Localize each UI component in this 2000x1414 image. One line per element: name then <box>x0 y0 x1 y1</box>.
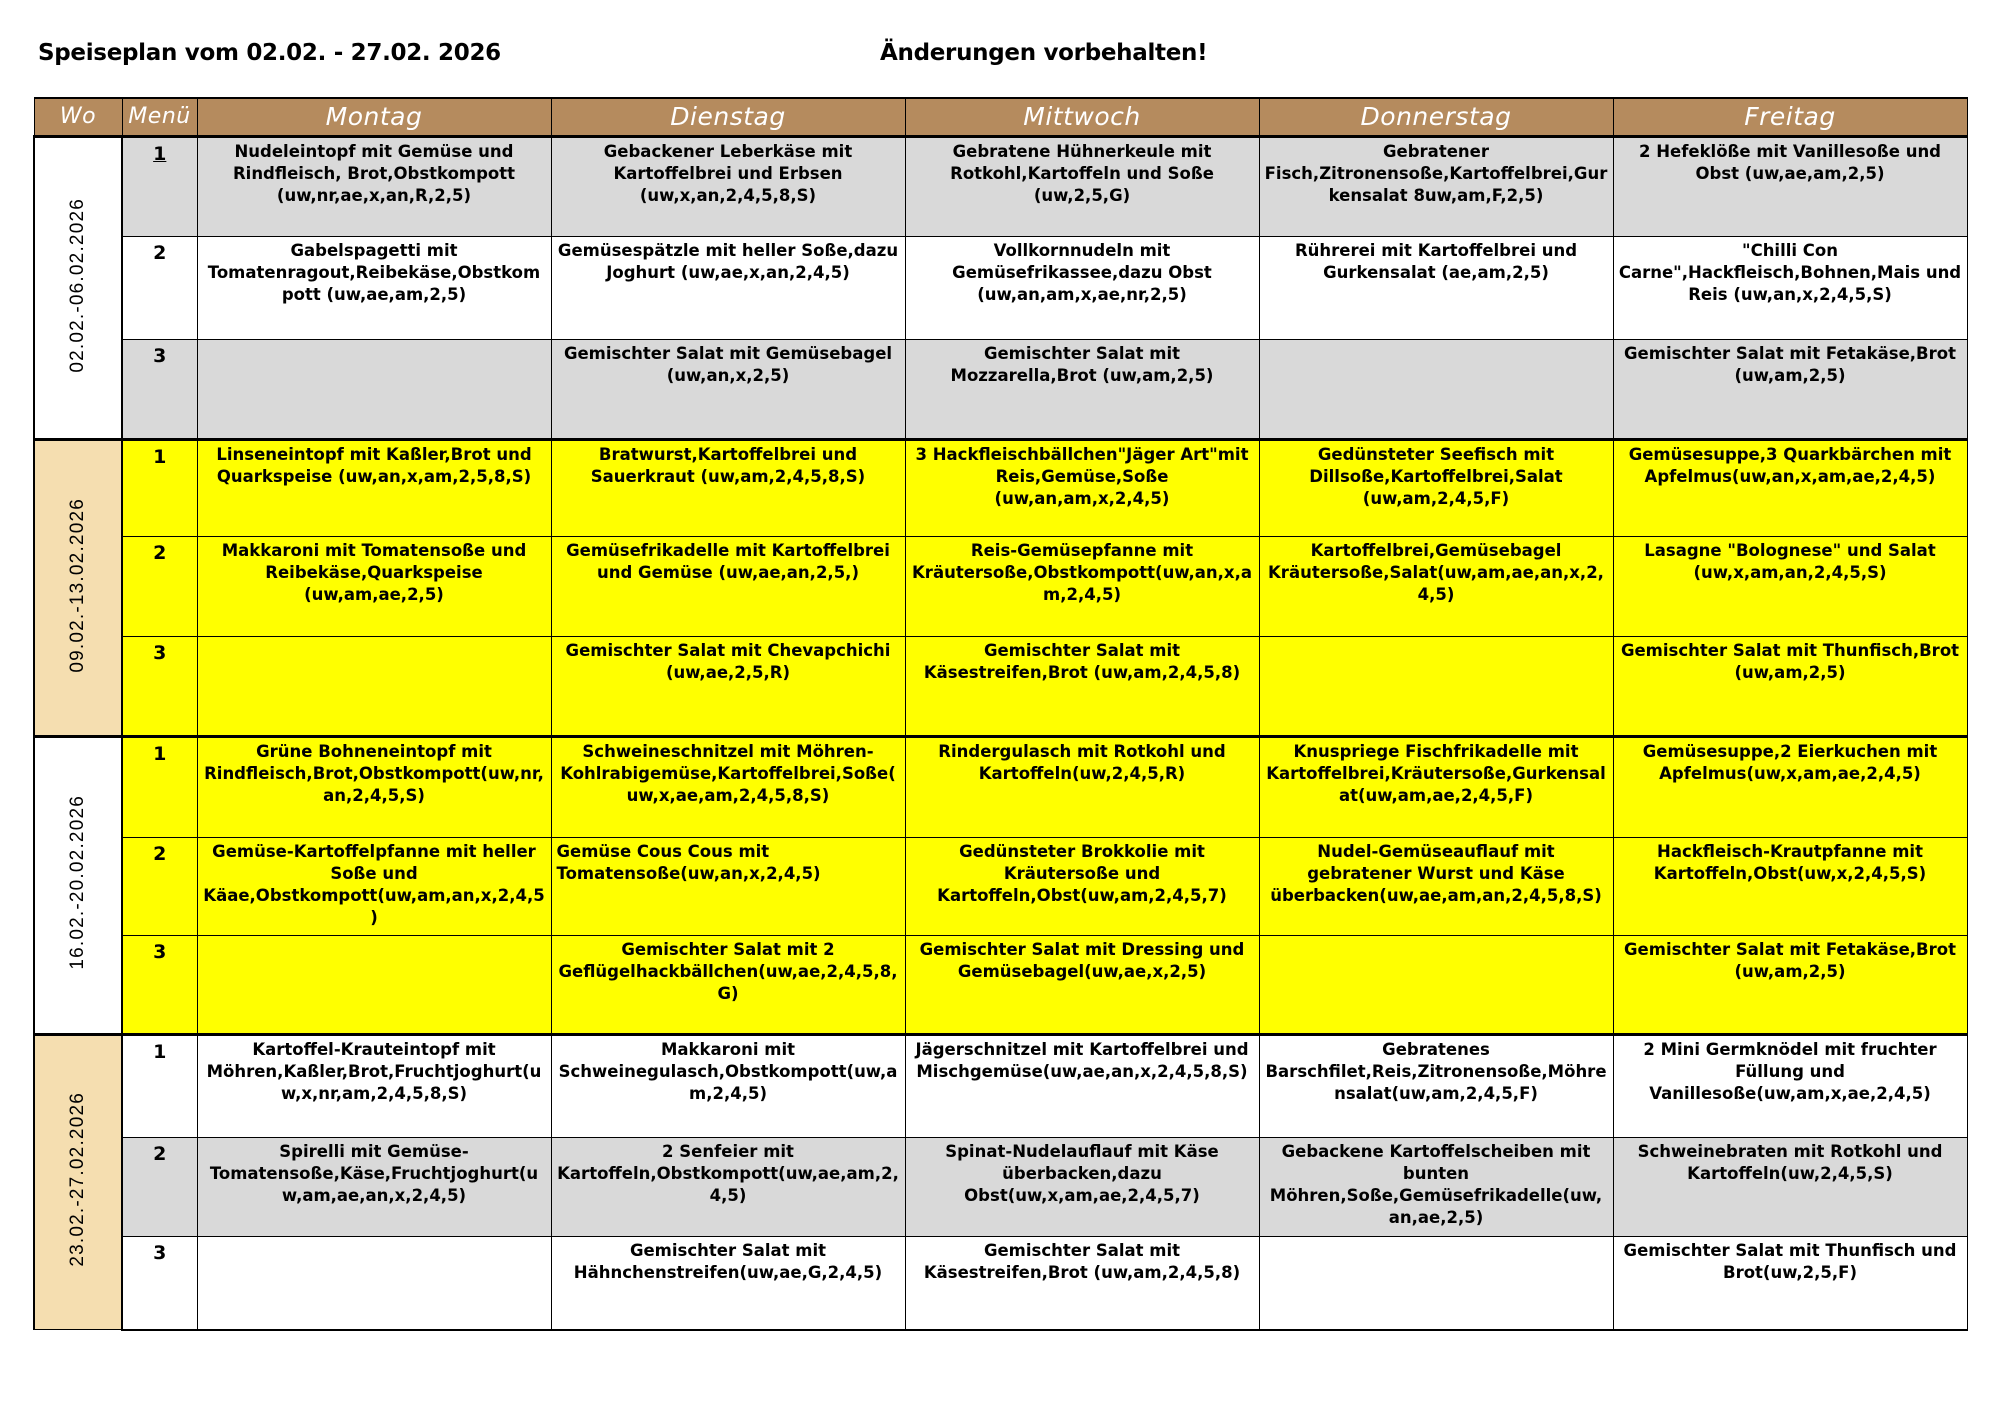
meal-cell <box>197 1237 551 1330</box>
menu-number: 3 <box>153 941 167 963</box>
meal-cell: Gemüse-Kartoffelpfanne mit heller Soße und Käae,Obstkompott(uw,am,an,x,2,4,5) <box>197 838 551 936</box>
table-header-row <box>34 98 1967 137</box>
week-date-range: 16.02.-20.02.2026 <box>67 795 89 970</box>
meal-cell: Reis-Gemüsepfanne mit Kräutersoße,Obstkompott(uw,an,x,am,2,4,5) <box>905 537 1259 637</box>
column-header-dienstag: Dienstag <box>551 98 905 137</box>
meal-cell: 2 Mini Germknödel mit fruchter Füllung und Vanillesoße(uw,am,x,ae,2,4,5) <box>1613 1035 1967 1138</box>
menu-number-cell <box>122 838 197 936</box>
meal-cell: Makkaroni mit Schweinegulasch,Obstkompott(uw,am,2,4,5) <box>551 1035 905 1138</box>
meal-cell: Kartoffelbrei,Gemüsebagel Kräutersoße,Salat(uw,am,ae,an,x,2,4,5) <box>1259 537 1613 637</box>
meal-cell: Grüne Bohneneintopf mit Rindfleisch,Brot,Obstkompott(uw,nr,an,2,4,5,S) <box>197 737 551 838</box>
meal-cell: Gebratene Hühnerkeule mit Rotkohl,Kartoffeln und Soße (uw,2,5,G) <box>905 137 1259 237</box>
disclaimer-note: Änderungen vorbehalten! <box>880 40 1208 66</box>
meal-cell: Spinat-Nudelauflauf mit Käse überbacken,dazu Obst(uw,x,am,ae,2,4,5,7) <box>905 1138 1259 1237</box>
week-label-cell <box>34 137 122 440</box>
meal-cell: Gemischter Salat mit Chevapchichi (uw,ae,2,5,R) <box>551 637 905 737</box>
meal-cell: Gedünsteter Seefisch mit Dillsoße,Kartoffelbrei,Salat (uw,am,2,4,5,F) <box>1259 440 1613 537</box>
menu-number-cell <box>122 936 197 1035</box>
meal-cell: Gemischter Salat mit Thunfisch und Brot(uw,2,5,F) <box>1613 1237 1967 1330</box>
menu-number-cell <box>122 137 197 237</box>
column-header-freitag: Freitag <box>1613 98 1967 137</box>
meal-cell: Gebratenes Barschfilet,Reis,Zitronensoße,Möhrensalat(uw,am,2,4,5,F) <box>1259 1035 1613 1138</box>
menu-number: 1 <box>153 1041 167 1063</box>
menu-number: 1 <box>153 743 167 765</box>
menu-number: 3 <box>153 1242 167 1264</box>
table-row <box>34 1237 1967 1330</box>
meal-cell: Gemischter Salat mit Gemüsebagel (uw,an,x,2,5) <box>551 340 905 440</box>
column-header-donnerstag: Donnerstag <box>1259 98 1613 137</box>
meal-cell: Gemischter Salat mit Käsestreifen,Brot (uw,am,2,4,5,8) <box>905 1237 1259 1330</box>
meal-cell <box>1259 637 1613 737</box>
menu-number-cell <box>122 1035 197 1138</box>
column-header-montag: Montag <box>197 98 551 137</box>
menu-number-cell <box>122 237 197 340</box>
menu-number: 2 <box>153 1143 167 1165</box>
menu-number-cell <box>122 340 197 440</box>
meal-cell: Kartoffel-Krauteintopf mit Möhren,Kaßler,Brot,Fruchtjoghurt(uw,x,nr,am,2,4,5,8,S) <box>197 1035 551 1138</box>
menu-number: 3 <box>153 345 167 367</box>
menu-number-cell <box>122 1138 197 1237</box>
meal-cell <box>197 340 551 440</box>
meal-cell: Gebackene Kartoffelscheiben mit bunten Möhren,Soße,Gemüsefrikadelle(uw,an,ae,2,5) <box>1259 1138 1613 1237</box>
meal-cell: Gemischter Salat mit 2 Geflügelhackbällchen(uw,ae,2,4,5,8,G) <box>551 936 905 1035</box>
week-label-cell <box>34 440 122 737</box>
column-header-wo: Wo <box>34 98 122 137</box>
meal-cell: Gemüsesuppe,2 Eierkuchen mit Apfelmus(uw,x,am,ae,2,4,5) <box>1613 737 1967 838</box>
table-row <box>34 237 1967 340</box>
week-date-range: 09.02.-13.02.2026 <box>67 497 89 673</box>
meal-cell: Lasagne "Bolognese" und Salat (uw,x,am,an,2,4,5,S) <box>1613 537 1967 637</box>
table-row <box>34 1035 1967 1138</box>
table-row <box>34 1138 1967 1237</box>
meal-cell: Gabelspagetti mit Tomatenragout,Reibekäse,Obstkompott (uw,ae,am,2,5) <box>197 237 551 340</box>
meal-cell: "Chilli Con Carne",Hackfleisch,Bohnen,Mais und Reis (uw,an,x,2,4,5,S) <box>1613 237 1967 340</box>
meal-cell: Rührerei mit Kartoffelbrei und Gurkensalat (ae,am,2,5) <box>1259 237 1613 340</box>
menu-number-cell <box>122 440 197 537</box>
table-row <box>34 637 1967 737</box>
page-title: Speiseplan vom 02.02. - 27.02. 2026 <box>38 40 501 66</box>
meal-cell: Spirelli mit Gemüse-Tomatensoße,Käse,Fruchtjoghurt(uw,am,ae,an,x,2,4,5) <box>197 1138 551 1237</box>
menu-number-cell <box>122 737 197 838</box>
meal-plan-table <box>33 97 1968 1331</box>
menu-number-cell <box>122 1237 197 1330</box>
meal-cell: Gemüsespätzle mit heller Soße,dazu Joghurt (uw,ae,x,an,2,4,5) <box>551 237 905 340</box>
meal-cell: Gemischter Salat mit Thunfisch,Brot (uw,am,2,5) <box>1613 637 1967 737</box>
meal-cell: Rindergulasch mit Rotkohl und Kartoffeln(uw,2,4,5,R) <box>905 737 1259 838</box>
week-date-range: 02.02.-06.02.2026 <box>67 197 89 373</box>
meal-cell: Schweineschnitzel mit Möhren-Kohlrabigemüse,Kartoffelbrei,Soße(uw,x,ae,am,2,4,5,8,S) <box>551 737 905 838</box>
week-label-cell <box>34 737 122 1035</box>
week-date-range: 23.02.-27.02.2026 <box>67 1092 89 1267</box>
meal-cell: Gebackener Leberkäse mit Kartoffelbrei und Erbsen (uw,x,an,2,4,5,8,S) <box>551 137 905 237</box>
meal-cell: Gemischter Salat mit Dressing und Gemüsebagel(uw,ae,x,2,5) <box>905 936 1259 1035</box>
menu-number: 1 <box>153 446 167 468</box>
menu-number: 3 <box>153 642 167 664</box>
meal-cell: Gemüsefrikadelle mit Kartoffelbrei und Gemüse (uw,ae,an,2,5,) <box>551 537 905 637</box>
meal-cell: Nudeleintopf mit Gemüse und Rindfleisch, Brot,Obstkompott (uw,nr,ae,x,an,R,2,5) <box>197 137 551 237</box>
meal-cell: Makkaroni mit Tomatensoße und Reibekäse,Quarkspeise (uw,am,ae,2,5) <box>197 537 551 637</box>
menu-number: 2 <box>153 542 167 564</box>
menu-number-cell <box>122 637 197 737</box>
meal-cell: Vollkornnudeln mit Gemüsefrikassee,dazu Obst (uw,an,am,x,ae,nr,2,5) <box>905 237 1259 340</box>
menu-number: 2 <box>153 843 167 865</box>
table-row <box>34 838 1967 936</box>
meal-cell <box>197 637 551 737</box>
meal-cell <box>1259 340 1613 440</box>
menu-number-cell <box>122 537 197 637</box>
menu-number: 1 <box>153 143 167 165</box>
table-row <box>34 137 1967 237</box>
meal-cell: Gemüse Cous Cous mit Tomatensoße(uw,an,x,2,4,5) <box>551 838 905 936</box>
meal-cell <box>1259 936 1613 1035</box>
meal-cell: Gedünsteter Brokkolie mit Kräutersoße und Kartoffeln,Obst(uw,am,2,4,5,7) <box>905 838 1259 936</box>
meal-cell: 3 Hackfleischbällchen"Jäger Art"mit Reis,Gemüse,Soße (uw,an,am,x,2,4,5) <box>905 440 1259 537</box>
meal-cell: Gemüsesuppe,3 Quarkbärchen mit Apfelmus(uw,an,x,am,ae,2,4,5) <box>1613 440 1967 537</box>
meal-cell: 2 Senfeier mit Kartoffeln,Obstkompott(uw,ae,am,2,4,5) <box>551 1138 905 1237</box>
table-row <box>34 936 1967 1035</box>
column-header-men-: Menü <box>122 98 197 137</box>
meal-cell: Gemischter Salat mit Käsestreifen,Brot (uw,am,2,4,5,8) <box>905 637 1259 737</box>
meal-cell: Hackfleisch-Krautpfanne mit Kartoffeln,Obst(uw,x,2,4,5,S) <box>1613 838 1967 936</box>
meal-cell: Gemischter Salat mit Hähnchenstreifen(uw,ae,G,2,4,5) <box>551 1237 905 1330</box>
column-header-mittwoch: Mittwoch <box>905 98 1259 137</box>
meal-cell <box>1259 1237 1613 1330</box>
meal-cell: Gebratener Fisch,Zitronensoße,Kartoffelbrei,Gurkensalat 8uw,am,F,2,5) <box>1259 137 1613 237</box>
table-body <box>34 137 1967 1330</box>
document-header <box>0 40 2000 92</box>
meal-cell <box>197 936 551 1035</box>
menu-number: 2 <box>153 242 167 264</box>
table-row <box>34 340 1967 440</box>
table-row <box>34 737 1967 838</box>
meal-cell: Gemischter Salat mit Fetakäse,Brot (uw,am,2,5) <box>1613 936 1967 1035</box>
week-label-cell <box>34 1035 122 1330</box>
meal-cell: Schweinebraten mit Rotkohl und Kartoffeln(uw,2,4,5,S) <box>1613 1138 1967 1237</box>
meal-cell: Jägerschnitzel mit Kartoffelbrei und Mischgemüse(uw,ae,an,x,2,4,5,8,S) <box>905 1035 1259 1138</box>
meal-cell: Knuspriege Fischfrikadelle mit Kartoffelbrei,Kräutersoße,Gurkensalat(uw,am,ae,2,4,5,F) <box>1259 737 1613 838</box>
meal-cell: Nudel-Gemüseauflauf mit gebratener Wurst und Käse überbacken(uw,ae,am,an,2,4,5,8,S) <box>1259 838 1613 936</box>
meal-cell: Linseneintopf mit Kaßler,Brot und Quarkspeise (uw,an,x,am,2,5,8,S) <box>197 440 551 537</box>
meal-cell: Bratwurst,Kartoffelbrei und Sauerkraut (uw,am,2,4,5,8,S) <box>551 440 905 537</box>
table-row <box>34 440 1967 537</box>
table-row <box>34 537 1967 637</box>
meal-cell: Gemischter Salat mit Mozzarella,Brot (uw,am,2,5) <box>905 340 1259 440</box>
meal-cell: Gemischter Salat mit Fetakäse,Brot (uw,am,2,5) <box>1613 340 1967 440</box>
meal-cell: 2 Hefeklöße mit Vanillesoße und Obst (uw,ae,am,2,5) <box>1613 137 1967 237</box>
